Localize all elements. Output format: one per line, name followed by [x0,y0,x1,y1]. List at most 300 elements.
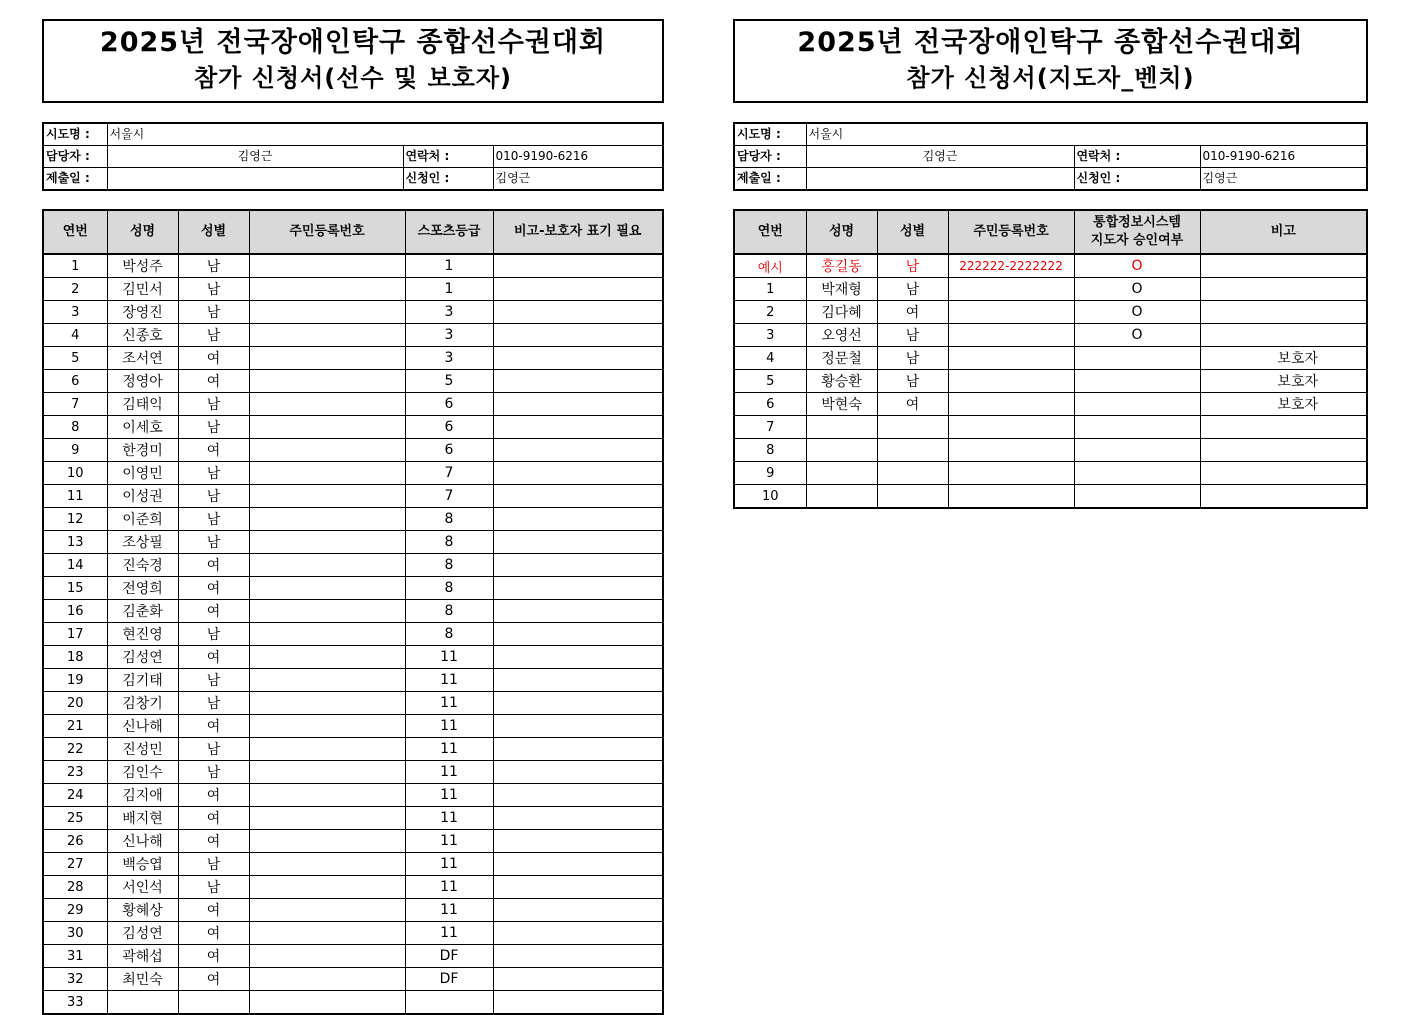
cell-class[interactable]: 6 [405,416,493,439]
cell-class[interactable]: DF [405,945,493,968]
cell-class[interactable]: 8 [405,623,493,646]
cell-note[interactable] [493,876,663,899]
cell-number[interactable]: 1 [43,254,107,278]
cell-rrn[interactable] [249,738,405,761]
cell-name[interactable]: 정영아 [107,370,178,393]
cell-number[interactable]: 3 [43,301,107,324]
cell-name[interactable] [806,462,877,485]
cell-name[interactable]: 조서연 [107,347,178,370]
cell-rrn[interactable] [948,278,1074,301]
table-row [43,945,663,968]
cell-number[interactable]: 4 [43,324,107,347]
cell-note[interactable] [493,692,663,715]
cell-note[interactable] [1200,462,1367,485]
cell-gender[interactable]: 여 [178,439,249,462]
cell-approval[interactable]: O [1074,301,1200,324]
cell-gender[interactable]: 남 [178,876,249,899]
cell-number[interactable]: 20 [43,692,107,715]
cell-name[interactable]: 김지애 [107,784,178,807]
cell-gender[interactable]: 여 [178,347,249,370]
cell-gender[interactable]: 여 [877,301,948,324]
contact-label: 연락처 : [403,146,493,168]
cell-rrn[interactable] [249,508,405,531]
cell-number[interactable]: 5 [734,370,806,393]
cell-number[interactable]: 26 [43,830,107,853]
cell-class[interactable]: 11 [405,922,493,945]
contact-label: 연락처 : [1074,146,1200,168]
cell-rrn[interactable] [249,784,405,807]
cell-gender[interactable]: 남 [178,531,249,554]
cell-name[interactable]: 황혜상 [107,899,178,922]
cell-rrn[interactable] [249,393,405,416]
cell-gender[interactable]: 여 [178,807,249,830]
cell-name[interactable]: 진성민 [107,738,178,761]
example-number: 예시 [734,254,806,278]
cell-name[interactable]: 김기태 [107,669,178,692]
cell-name[interactable]: 황승환 [806,370,877,393]
cell-class[interactable]: 11 [405,807,493,830]
cell-number[interactable]: 29 [43,899,107,922]
cell-class[interactable]: 7 [405,485,493,508]
cell-gender[interactable]: 여 [178,830,249,853]
cell-name[interactable]: 이성권 [107,485,178,508]
cell-number[interactable]: 33 [43,991,107,1015]
cell-note[interactable] [1200,485,1367,509]
cell-gender[interactable] [178,991,249,1015]
cell-note[interactable] [493,600,663,623]
table-row [43,922,663,945]
cell-name[interactable]: 김태익 [107,393,178,416]
cell-note[interactable] [493,830,663,853]
cell-name[interactable]: 김다혜 [806,301,877,324]
city-label: 시도명 : [734,123,806,146]
cell-note[interactable] [493,807,663,830]
cell-number[interactable]: 6 [734,393,806,416]
cell-number[interactable]: 12 [43,508,107,531]
cell-number[interactable]: 10 [734,485,806,509]
cell-class[interactable]: 11 [405,715,493,738]
cell-rrn[interactable] [948,301,1074,324]
cell-gender[interactable]: 여 [178,899,249,922]
table-row [43,254,663,278]
cell-number[interactable]: 25 [43,807,107,830]
cell-rrn[interactable] [249,347,405,370]
table-row [43,692,663,715]
cell-number[interactable]: 30 [43,922,107,945]
cell-class[interactable]: 11 [405,784,493,807]
cell-class[interactable]: 8 [405,577,493,600]
cell-gender[interactable]: 남 [877,324,948,347]
contact-value[interactable]: 010-9190-6216 [493,146,663,168]
cell-name[interactable]: 김인수 [107,761,178,784]
cell-rrn[interactable] [249,439,405,462]
cell-name[interactable] [107,991,178,1015]
cell-rrn[interactable] [249,623,405,646]
cell-rrn[interactable] [249,761,405,784]
cell-name[interactable]: 정문철 [806,347,877,370]
cell-rrn[interactable] [249,646,405,669]
cell-gender[interactable]: 여 [877,393,948,416]
cell-class[interactable]: 11 [405,646,493,669]
cell-name[interactable]: 신나해 [107,830,178,853]
cell-approval[interactable] [1074,416,1200,439]
cell-class[interactable]: 6 [405,439,493,462]
cell-note[interactable] [493,922,663,945]
cell-rrn[interactable] [249,807,405,830]
city-value[interactable]: 서울시 [107,123,663,146]
cell-rrn[interactable] [249,991,405,1015]
cell-rrn[interactable] [249,531,405,554]
cell-note[interactable] [1200,439,1367,462]
cell-note[interactable] [493,393,663,416]
cell-class[interactable]: 1 [405,254,493,278]
manager-label: 담당자 : [43,146,107,168]
cell-gender[interactable]: 여 [178,646,249,669]
cell-number[interactable]: 15 [43,577,107,600]
col-header-gender: 성별 [178,210,249,254]
cell-name[interactable]: 김민서 [107,278,178,301]
cell-name[interactable]: 진숙경 [107,554,178,577]
cell-gender[interactable]: 여 [178,554,249,577]
cell-name[interactable] [806,485,877,509]
cell-gender[interactable]: 남 [178,669,249,692]
cell-gender[interactable]: 남 [877,347,948,370]
cell-number[interactable]: 11 [43,485,107,508]
table-row [43,600,663,623]
cell-note[interactable] [1200,278,1367,301]
cell-gender[interactable]: 여 [178,600,249,623]
table-row [734,439,1367,462]
cell-number[interactable]: 13 [43,531,107,554]
cell-class[interactable]: 11 [405,669,493,692]
cell-class[interactable]: 11 [405,853,493,876]
col-header-class: 스포츠등급 [405,210,493,254]
cell-number[interactable]: 8 [734,439,806,462]
cell-rrn[interactable] [249,462,405,485]
cell-number[interactable]: 1 [734,278,806,301]
cell-number[interactable]: 24 [43,784,107,807]
cell-gender[interactable]: 여 [178,922,249,945]
table-row [734,416,1367,439]
cell-approval[interactable] [1074,462,1200,485]
cell-gender[interactable]: 남 [178,853,249,876]
cell-rrn[interactable] [249,876,405,899]
submit-value[interactable] [806,168,1074,191]
table-row [43,830,663,853]
cell-note[interactable] [493,853,663,876]
cell-gender[interactable] [877,462,948,485]
cell-name[interactable]: 백승엽 [107,853,178,876]
cell-number[interactable]: 6 [43,370,107,393]
cell-approval[interactable]: O [1074,278,1200,301]
cell-gender[interactable]: 남 [877,278,948,301]
cell-rrn[interactable] [249,416,405,439]
cell-class[interactable]: 11 [405,761,493,784]
cell-note[interactable] [493,370,663,393]
cell-gender[interactable]: 여 [178,715,249,738]
cell-number[interactable]: 23 [43,761,107,784]
cell-note[interactable] [493,301,663,324]
cell-gender[interactable]: 남 [178,416,249,439]
cell-note[interactable] [493,761,663,784]
cell-rrn[interactable] [948,485,1074,509]
cell-rrn[interactable] [249,577,405,600]
cell-gender[interactable]: 남 [178,462,249,485]
cell-note[interactable] [493,485,663,508]
cell-note[interactable]: 보호자 [1200,370,1367,393]
cell-gender[interactable]: 남 [178,738,249,761]
cell-note[interactable] [493,738,663,761]
cell-number[interactable]: 4 [734,347,806,370]
cell-note[interactable] [493,508,663,531]
table-row [734,278,1367,301]
applicant-value[interactable]: 김영근 [1202,171,1238,185]
cell-name[interactable]: 신종호 [107,324,178,347]
cell-class[interactable]: 8 [405,531,493,554]
cell-note[interactable] [493,715,663,738]
cell-name[interactable]: 전영희 [107,577,178,600]
cell-number[interactable]: 19 [43,669,107,692]
cell-approval[interactable] [1074,347,1200,370]
cell-note[interactable] [493,991,663,1015]
table-row [43,485,663,508]
cell-rrn[interactable] [948,416,1074,439]
cell-gender[interactable]: 남 [178,761,249,784]
cell-note[interactable] [493,623,663,646]
cell-gender[interactable]: 남 [178,278,249,301]
cell-name[interactable] [806,416,877,439]
cell-name[interactable]: 이세호 [107,416,178,439]
cell-number[interactable]: 16 [43,600,107,623]
cell-number[interactable]: 5 [43,347,107,370]
cell-number[interactable]: 9 [734,462,806,485]
cell-note[interactable] [493,254,663,278]
right-subtitle: 참가 신청서(지도자_벤치) [906,64,1195,92]
cell-rrn[interactable] [249,485,405,508]
cell-class[interactable]: 11 [405,830,493,853]
cell-note[interactable]: 보호자 [1200,393,1367,416]
cell-note[interactable] [493,278,663,301]
cell-rrn[interactable] [249,692,405,715]
cell-rrn[interactable] [249,968,405,991]
cell-class[interactable]: 8 [405,600,493,623]
cell-number[interactable]: 32 [43,968,107,991]
cell-gender[interactable]: 남 [178,393,249,416]
cell-rrn[interactable] [249,554,405,577]
cell-number[interactable]: 7 [734,416,806,439]
cell-note[interactable] [493,945,663,968]
cell-note[interactable] [493,646,663,669]
cell-gender[interactable]: 남 [178,324,249,347]
cell-approval[interactable]: O [1074,324,1200,347]
cell-number[interactable]: 17 [43,623,107,646]
table-row [43,715,663,738]
cell-note[interactable] [1200,416,1367,439]
cell-rrn[interactable] [249,669,405,692]
cell-gender[interactable]: 남 [178,254,249,278]
table-row [43,462,663,485]
cell-rrn[interactable] [249,301,405,324]
cell-note[interactable]: 보호자 [1200,347,1367,370]
cell-class[interactable]: 11 [405,899,493,922]
table-row [734,393,1367,416]
cell-approval[interactable] [1074,439,1200,462]
cell-rrn[interactable] [948,462,1074,485]
cell-class[interactable]: 7 [405,462,493,485]
cell-name[interactable]: 이준희 [107,508,178,531]
cell-name[interactable]: 박현숙 [806,393,877,416]
cell-number[interactable]: 28 [43,876,107,899]
cell-name[interactable]: 김창기 [107,692,178,715]
cell-approval[interactable] [1074,485,1200,509]
cell-gender[interactable]: 여 [178,784,249,807]
cell-class[interactable]: 11 [405,692,493,715]
cell-number[interactable]: 10 [43,462,107,485]
cell-rrn[interactable] [249,899,405,922]
cell-gender[interactable]: 여 [178,370,249,393]
manager-label: 담당자 : [734,146,806,168]
cell-rrn[interactable] [249,324,405,347]
cell-number[interactable]: 14 [43,554,107,577]
cell-gender[interactable]: 남 [877,370,948,393]
cell-name[interactable]: 배지현 [107,807,178,830]
cell-number[interactable]: 31 [43,945,107,968]
applicant-value[interactable]: 김영근 [495,171,531,185]
cell-note[interactable] [1200,324,1367,347]
cell-class[interactable]: 3 [405,347,493,370]
cell-rrn[interactable] [948,324,1074,347]
cell-name[interactable]: 장영진 [107,301,178,324]
cell-name[interactable] [806,439,877,462]
cell-name[interactable]: 서인석 [107,876,178,899]
cell-name[interactable]: 이영민 [107,462,178,485]
cell-name[interactable]: 최민숙 [107,968,178,991]
col-header-gender: 성별 [877,210,948,254]
cell-note[interactable] [493,554,663,577]
cell-name[interactable]: 오영선 [806,324,877,347]
cell-rrn[interactable] [948,439,1074,462]
cell-name[interactable]: 한경미 [107,439,178,462]
contact-value[interactable]: 010-9190-6216 [1200,146,1367,168]
cell-gender[interactable]: 남 [178,623,249,646]
cell-gender[interactable] [877,439,948,462]
cell-note[interactable] [493,577,663,600]
cell-name[interactable]: 신나해 [107,715,178,738]
table-row [43,416,663,439]
cell-name[interactable]: 조상필 [107,531,178,554]
cell-class[interactable]: 1 [405,278,493,301]
table-row [43,324,663,347]
cell-note[interactable] [493,784,663,807]
cell-number[interactable]: 22 [43,738,107,761]
cell-number[interactable]: 2 [734,301,806,324]
manager-value[interactable]: 김영근 [107,146,403,168]
left-title: 2025년 전국장애인탁구 종합선수권대회 [99,27,607,58]
table-row [43,347,663,370]
cell-note[interactable] [493,899,663,922]
cell-rrn[interactable] [249,922,405,945]
cell-class[interactable]: 3 [405,324,493,347]
cell-rrn[interactable] [249,853,405,876]
cell-rrn[interactable] [948,393,1074,416]
cell-number[interactable]: 2 [43,278,107,301]
cell-class[interactable]: 3 [405,301,493,324]
cell-note[interactable] [493,439,663,462]
cell-note[interactable] [493,531,663,554]
cell-approval[interactable] [1074,370,1200,393]
cell-class[interactable]: 11 [405,738,493,761]
cell-rrn[interactable] [249,370,405,393]
cell-number[interactable]: 3 [734,324,806,347]
right-title-box [733,19,1368,103]
cell-name[interactable]: 김춘화 [107,600,178,623]
cell-note[interactable] [493,324,663,347]
cell-number[interactable]: 7 [43,393,107,416]
cell-name[interactable]: 박재형 [806,278,877,301]
cell-number[interactable]: 9 [43,439,107,462]
cell-gender[interactable]: 여 [178,968,249,991]
cell-class[interactable]: 6 [405,393,493,416]
city-value[interactable]: 서울시 [806,123,1367,146]
cell-class[interactable]: DF [405,968,493,991]
table-row [43,278,663,301]
cell-rrn[interactable] [249,254,405,278]
cell-gender[interactable]: 남 [178,508,249,531]
cell-gender[interactable]: 여 [178,945,249,968]
cell-rrn[interactable] [249,830,405,853]
cell-rrn[interactable] [948,347,1074,370]
cell-gender[interactable]: 남 [178,485,249,508]
cell-note[interactable] [1200,301,1367,324]
cell-class[interactable]: 5 [405,370,493,393]
manager-value[interactable]: 김영근 [806,146,1074,168]
cell-note[interactable] [493,416,663,439]
cell-rrn[interactable] [249,600,405,623]
cell-rrn[interactable] [249,278,405,301]
example-note [1200,254,1367,278]
cell-gender[interactable]: 여 [178,577,249,600]
right-info-table [733,122,1368,191]
cell-note[interactable] [493,462,663,485]
cell-gender[interactable] [877,416,948,439]
cell-class[interactable]: 11 [405,876,493,899]
cell-note[interactable] [493,347,663,370]
cell-name[interactable]: 김성연 [107,922,178,945]
cell-class[interactable]: 8 [405,554,493,577]
cell-note[interactable] [493,669,663,692]
cell-number[interactable]: 27 [43,853,107,876]
cell-note[interactable] [493,968,663,991]
cell-rrn[interactable] [249,945,405,968]
cell-rrn[interactable] [249,715,405,738]
submit-value[interactable] [107,168,403,191]
col-header-rrn: 주민등록번호 [948,210,1074,254]
cell-name[interactable]: 김성연 [107,646,178,669]
cell-approval[interactable] [1074,393,1200,416]
cell-rrn[interactable] [948,370,1074,393]
cell-name[interactable]: 박성주 [107,254,178,278]
cell-number[interactable]: 18 [43,646,107,669]
cell-class[interactable] [405,991,493,1015]
cell-name[interactable]: 현진영 [107,623,178,646]
cell-number[interactable]: 8 [43,416,107,439]
cell-class[interactable]: 8 [405,508,493,531]
cell-name[interactable]: 곽해섭 [107,945,178,968]
cell-gender[interactable]: 남 [178,692,249,715]
cell-number[interactable]: 21 [43,715,107,738]
cell-gender[interactable] [877,485,948,509]
cell-gender[interactable]: 남 [178,301,249,324]
